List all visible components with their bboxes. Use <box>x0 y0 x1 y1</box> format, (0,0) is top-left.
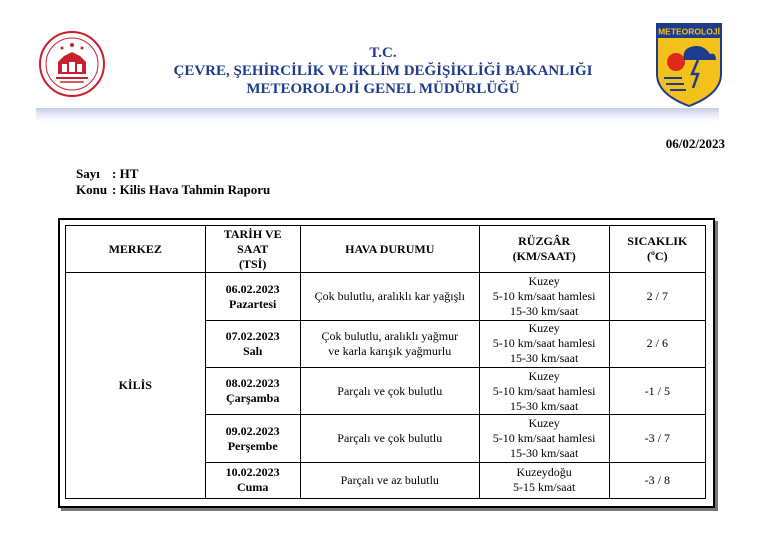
ruzgar-line: 5-15 km/saat <box>512 480 576 495</box>
header-hava: HAVA DURUMU <box>300 226 479 273</box>
header-merkez: MERKEZ <box>66 226 206 273</box>
hava-cell <box>300 320 479 367</box>
row-day: Perşembe <box>227 438 278 453</box>
sayi-value: : HT <box>112 166 139 181</box>
row-date: 07.02.2023 <box>225 328 280 343</box>
ruzgar-line: 15-30 km/saat <box>509 446 579 461</box>
header-ruzgar <box>479 226 609 273</box>
sicaklik-cell: -3 / 8 <box>609 462 705 498</box>
header-tarih <box>205 226 300 273</box>
meteoroloji-shield-logo <box>654 22 724 108</box>
meta-sayi <box>76 166 270 182</box>
date-cell <box>205 462 300 498</box>
konu-value: : Kilis Hava Tahmin Raporu <box>112 182 271 197</box>
hava-line: Çok bulutlu, aralıklı yağmur <box>321 328 459 343</box>
konu-label: Konu <box>76 182 108 197</box>
header-divider-bar <box>36 108 719 122</box>
ruzgar-line: 15-30 km/saat <box>509 351 579 366</box>
ruzgar-line: 5-10 km/saat hamlesi <box>492 289 596 304</box>
ruzgar-line: Kuzey <box>528 416 560 431</box>
row-date: 08.02.2023 <box>225 376 280 391</box>
hava-cell <box>300 273 479 320</box>
document-meta <box>76 166 270 198</box>
ruzgar-line: 15-30 km/saat <box>509 304 579 319</box>
ruzgar-line: Kuzey <box>528 368 560 383</box>
row-day: Pazartesi <box>229 296 277 311</box>
report-date: 06/02/2023 <box>665 136 725 151</box>
title-line-1: T.C. <box>369 45 397 61</box>
ruzgar-line: Kuzeydoğu <box>516 465 572 480</box>
header-ruzgar-line1: RÜZGÂR <box>518 234 571 249</box>
merkez-cell: KİLİS <box>66 273 206 499</box>
logo-text: METEOROLOJİ <box>658 26 720 37</box>
row-date: 09.02.2023 <box>225 423 280 438</box>
ruzgar-cell <box>479 368 609 415</box>
hava-line: ve karla karışık yağmurlu <box>328 343 452 358</box>
header-tarih-line1: TARİH VE <box>223 226 282 241</box>
hava-line: Parçalı ve çok bulutlu <box>337 383 443 398</box>
ruzgar-line: Kuzey <box>528 321 560 336</box>
row-day: Çarşamba <box>226 391 280 406</box>
header-sicaklik <box>609 226 705 273</box>
sicaklik-cell: 2 / 7 <box>609 273 705 320</box>
row-day: Cuma <box>237 480 269 495</box>
hava-line: Çok bulutlu, aralıklı kar yağışlı <box>314 289 465 304</box>
header-tarih-line2: SAAT <box>237 241 269 256</box>
row-date: 10.02.2023 <box>225 465 280 480</box>
ruzgar-cell <box>479 462 609 498</box>
sicaklik-cell: -1 / 5 <box>609 368 705 415</box>
ruzgar-line: 15-30 km/saat <box>509 398 579 413</box>
hava-line: Parçalı ve az bulutlu <box>340 472 439 487</box>
forecast-table <box>65 225 706 499</box>
header-sicaklik-line2: (ºC) <box>646 249 668 264</box>
row-day: Salı <box>243 343 263 358</box>
date-cell <box>205 320 300 367</box>
ministry-title <box>120 44 646 98</box>
ruzgar-cell <box>479 415 609 462</box>
header-sicaklik-line1: SICAKLIK <box>627 234 688 249</box>
header-ruzgar-line2: (KM/SAAT) <box>512 249 576 264</box>
title-line-2: ÇEVRE, ŞEHİRCİLİK VE İKLİM DEĞİŞİKLİĞİ BAKANLIĞI <box>173 63 593 79</box>
ruzgar-line: 5-10 km/saat hamlesi <box>492 383 596 398</box>
forecast-table-frame <box>58 218 715 508</box>
ruzgar-line: 5-10 km/saat hamlesi <box>492 336 596 351</box>
header-tarih-line3: (TSİ) <box>239 256 267 271</box>
meta-konu <box>76 182 270 198</box>
date-cell <box>205 415 300 462</box>
letterhead <box>0 0 771 130</box>
hava-cell <box>300 415 479 462</box>
ruzgar-cell <box>479 273 609 320</box>
table-row <box>66 273 706 320</box>
ministry-seal-icon <box>38 30 106 98</box>
ruzgar-cell <box>479 320 609 367</box>
sayi-label: Sayı <box>76 166 100 181</box>
ruzgar-line: Kuzey <box>528 274 560 289</box>
hava-line: Parçalı ve çok bulutlu <box>337 431 443 446</box>
sicaklik-cell: 2 / 6 <box>609 320 705 367</box>
title-line-3: METEOROLOJİ GENEL MÜDÜRLÜĞÜ <box>246 81 520 97</box>
date-cell <box>205 368 300 415</box>
hava-cell <box>300 368 479 415</box>
hava-cell <box>300 462 479 498</box>
row-date: 06.02.2023 <box>225 281 280 296</box>
table-header-row <box>66 226 706 273</box>
date-cell <box>205 273 300 320</box>
ruzgar-line: 5-10 km/saat hamlesi <box>492 431 596 446</box>
sicaklik-cell: -3 / 7 <box>609 415 705 462</box>
